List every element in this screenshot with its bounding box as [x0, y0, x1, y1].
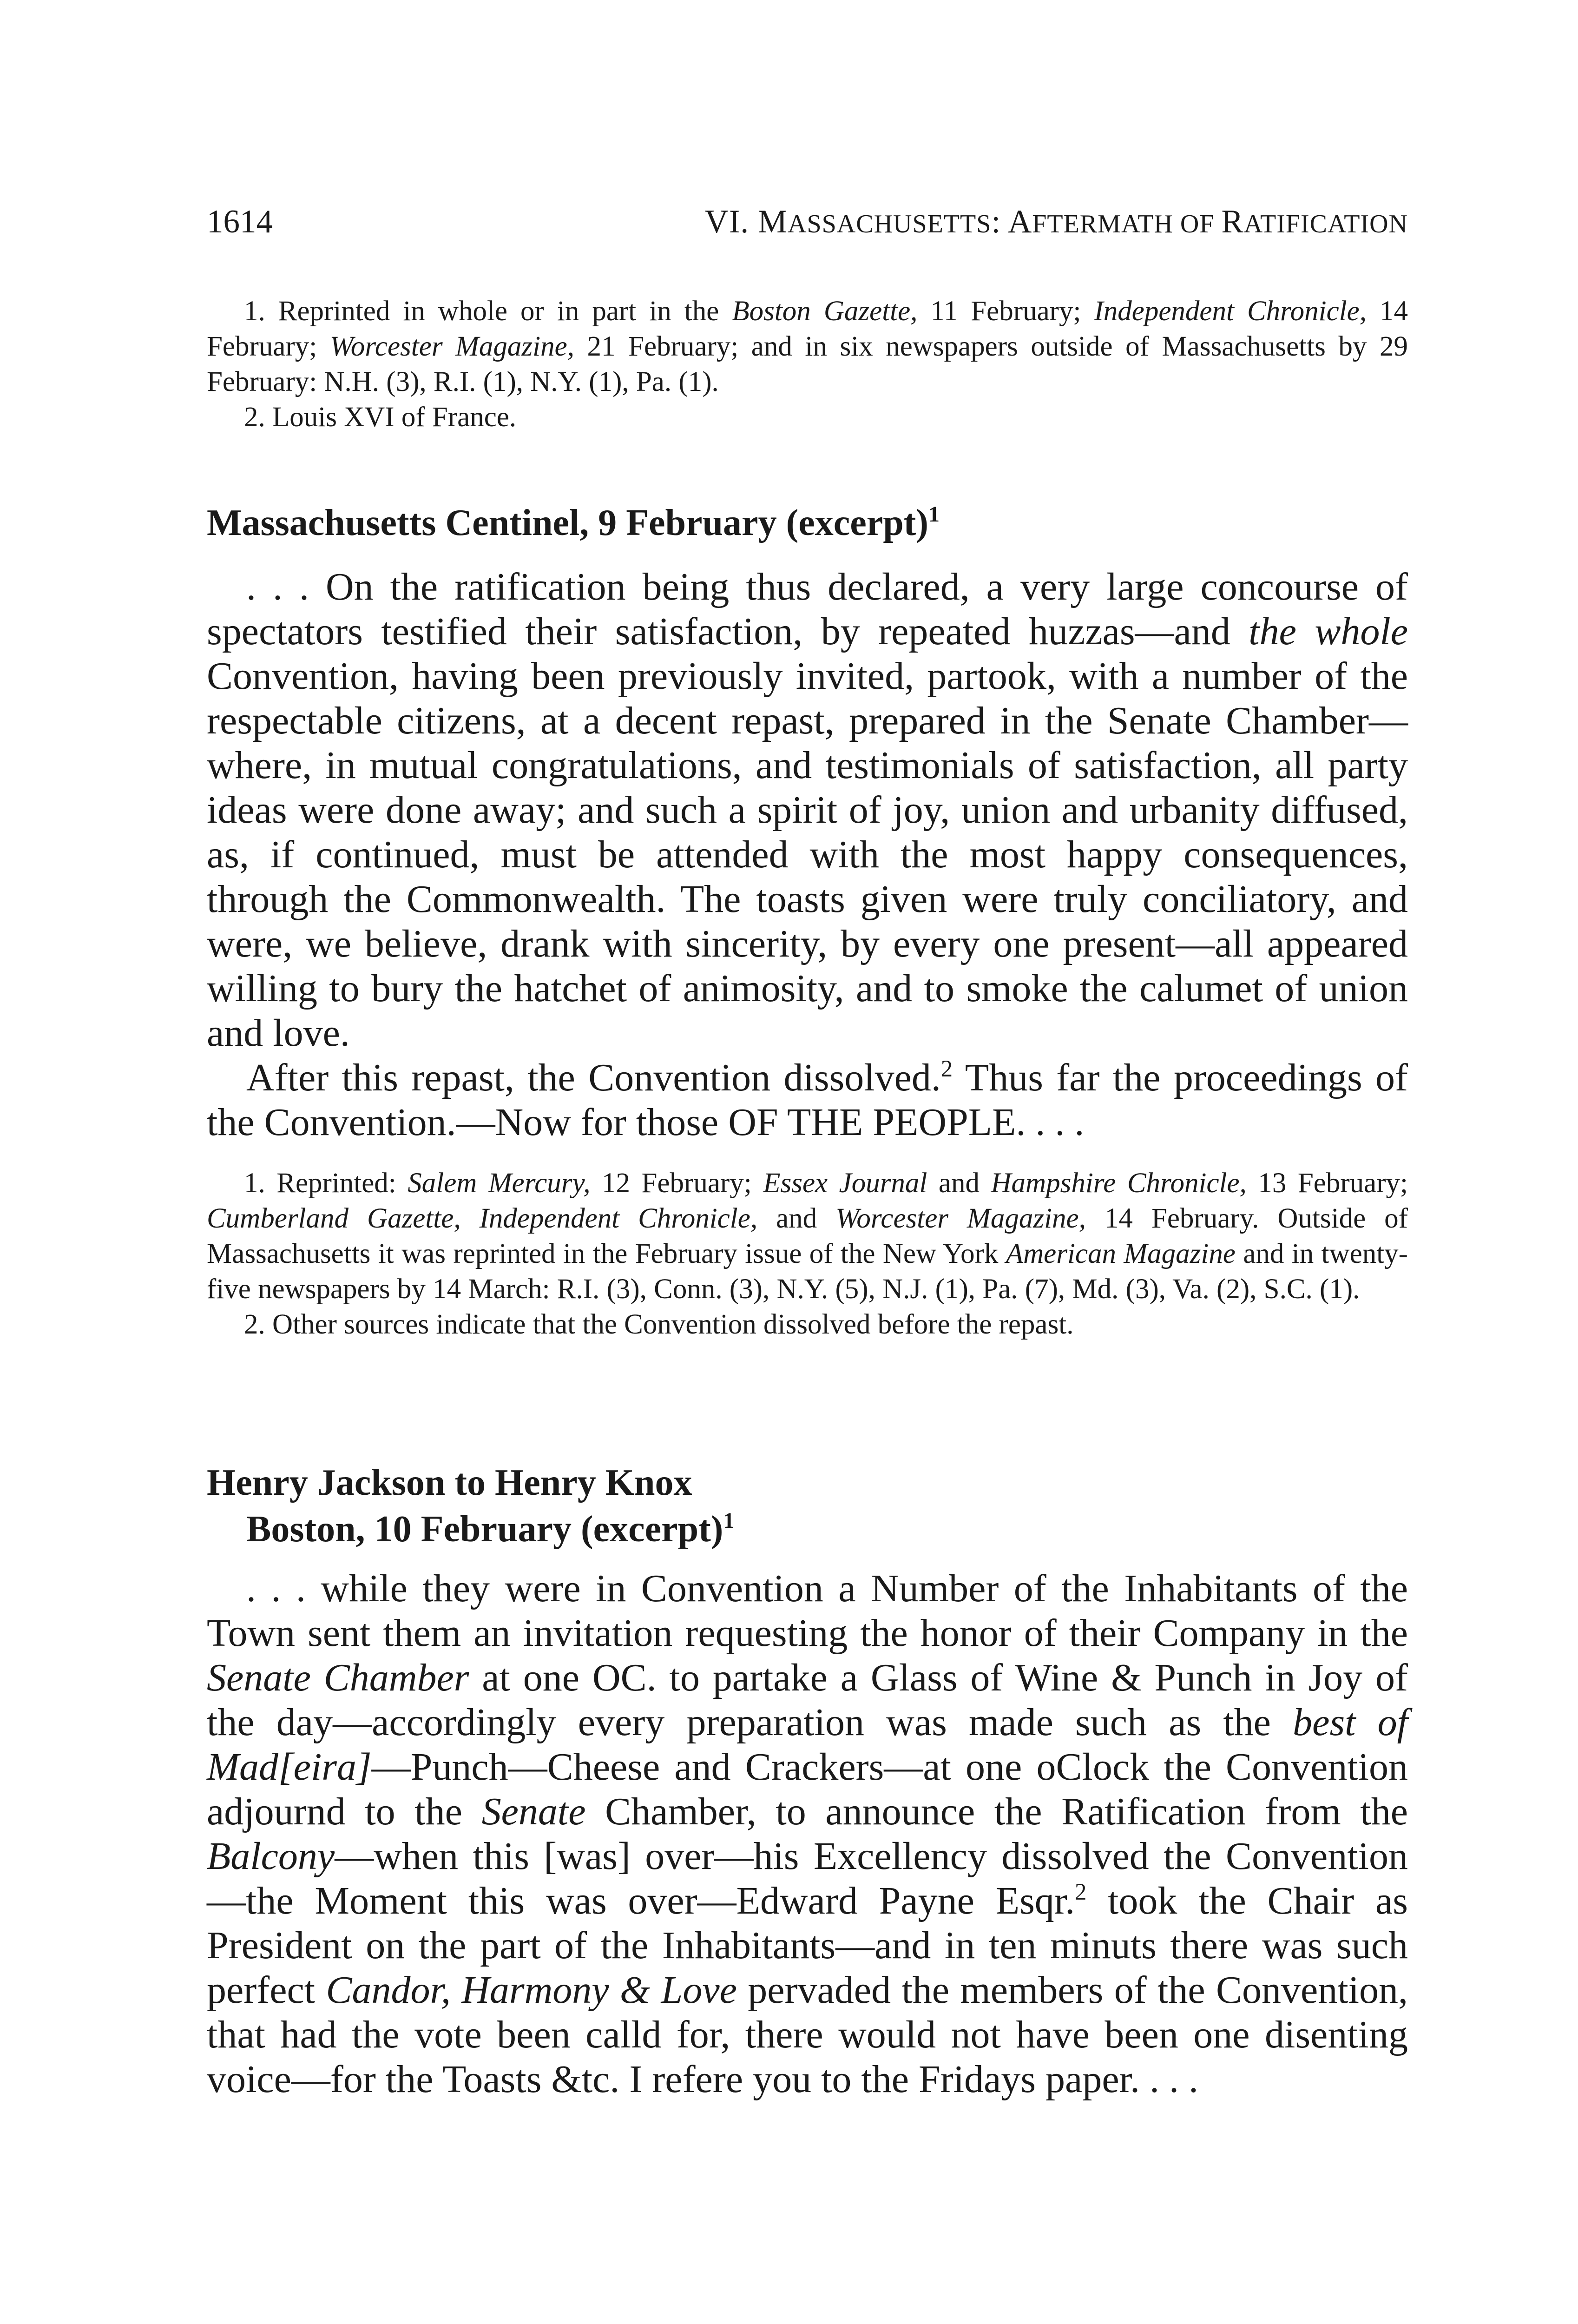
section-heading-jackson [207, 1459, 1408, 1552]
paragraph: . . . while they were in Convention a Number of the Inhabitants of the Town sent them an invitation requesting the honor of their Company in the Senate Chamber at one OC. to partake a Glass of Wine & Punch in Joy of the day—accordingly every preparation was made such as the best of Mad[eira]—Punch—Cheese and Crackers—at one oClock the Convention adjournd to the Senate Chamber, to announce the Ratification from the Balcony—when this [was] over—his Excellency dissolved the Convention—the Moment this was over—Edward Payne Esqr.$^2$ took the Chair as President on the part of the Inhabitants—and in ten minuts there was such perfect Candor, Harmony & Love pervaded the members of the Convention, that had the vote been calld for, there would not have been one disenting voice—for the Toasts &tc. I refere you to the Fridays paper. . . . [207, 1567, 1408, 2101]
centinel-excerpt [207, 565, 1408, 1145]
running-head [207, 201, 1408, 243]
footnote-2: 2. Louis XVI of France. [244, 402, 517, 433]
footnote-1: 1. Reprinted in whole or in part in the Boston Gazette, 11 February; Independent Chronicle, 14 February; Worcester Magazine, 21 February; and in six newspapers outside of Massachusetts by 29 February: N.H. (3), R.I. (1), N.Y. (1), Pa. (1). [207, 296, 1408, 397]
footnote-2: 2. Other sources indicate that the Convention dissolved before the repast. [244, 1309, 1074, 1340]
section-heading-centinel: Massachusetts Centinel, 9 February (excerpt)$^1$ [207, 502, 940, 543]
paragraph: After this repast, the Convention dissolved.$^2$ Thus far the proceedings of the Convention.—Now for those OF THE PEOPLE. . . . [207, 1055, 1408, 1144]
paragraph: . . . On the ratification being thus declared, a very large concourse of spectators testified their satisfaction, by repeated huzzas—and the whole Convention, having been previously invited, partook, with a number of the respectable citizens, at a decent repast, prepared in the Senate Chamber—where, in mutual congratulations, and testimonials of satisfaction, all party ideas were done away; and such a spirit of joy, union and urbanity diffused, as, if continued, must be attended with the most happy consequences, through the Commonwealth. The toasts given were truly conciliatory, and were, we believe, drank with sincerity, by every one present—all appeared willing to bury the hatchet of animosity, and to smoke the calumet of union and love. [207, 565, 1408, 1055]
heading-line-1: Henry Jackson to Henry Knox [207, 1462, 692, 1503]
jackson-letter-excerpt [207, 1566, 1408, 2102]
footnotes-previous [207, 294, 1408, 435]
heading-line-2: Boston, 10 February (excerpt)$^1$ [246, 1508, 735, 1550]
footnote-1: 1. Reprinted: Salem Mercury, 12 February; Essex Journal and Hampshire Chronicle, 13 February; Cumberland Gazette, Independent Chronicle, and Worcester Magazine, 14 February. Outside of Massachusetts it was reprinted in the February issue of the New York American Magazine and in twenty-five newspapers by 14 March: R.I. (3), Conn. (3), N.Y. (5), N.J. (1), Pa. (7), Md. (3), Va. (2), S.C. (1). [207, 1168, 1408, 1305]
footnotes-centinel [207, 1166, 1408, 1342]
page-number: 1614 [207, 204, 273, 240]
running-title: VI. MASSACHUSETTS: AFTERMATH OF RATIFICATION [704, 204, 1408, 240]
